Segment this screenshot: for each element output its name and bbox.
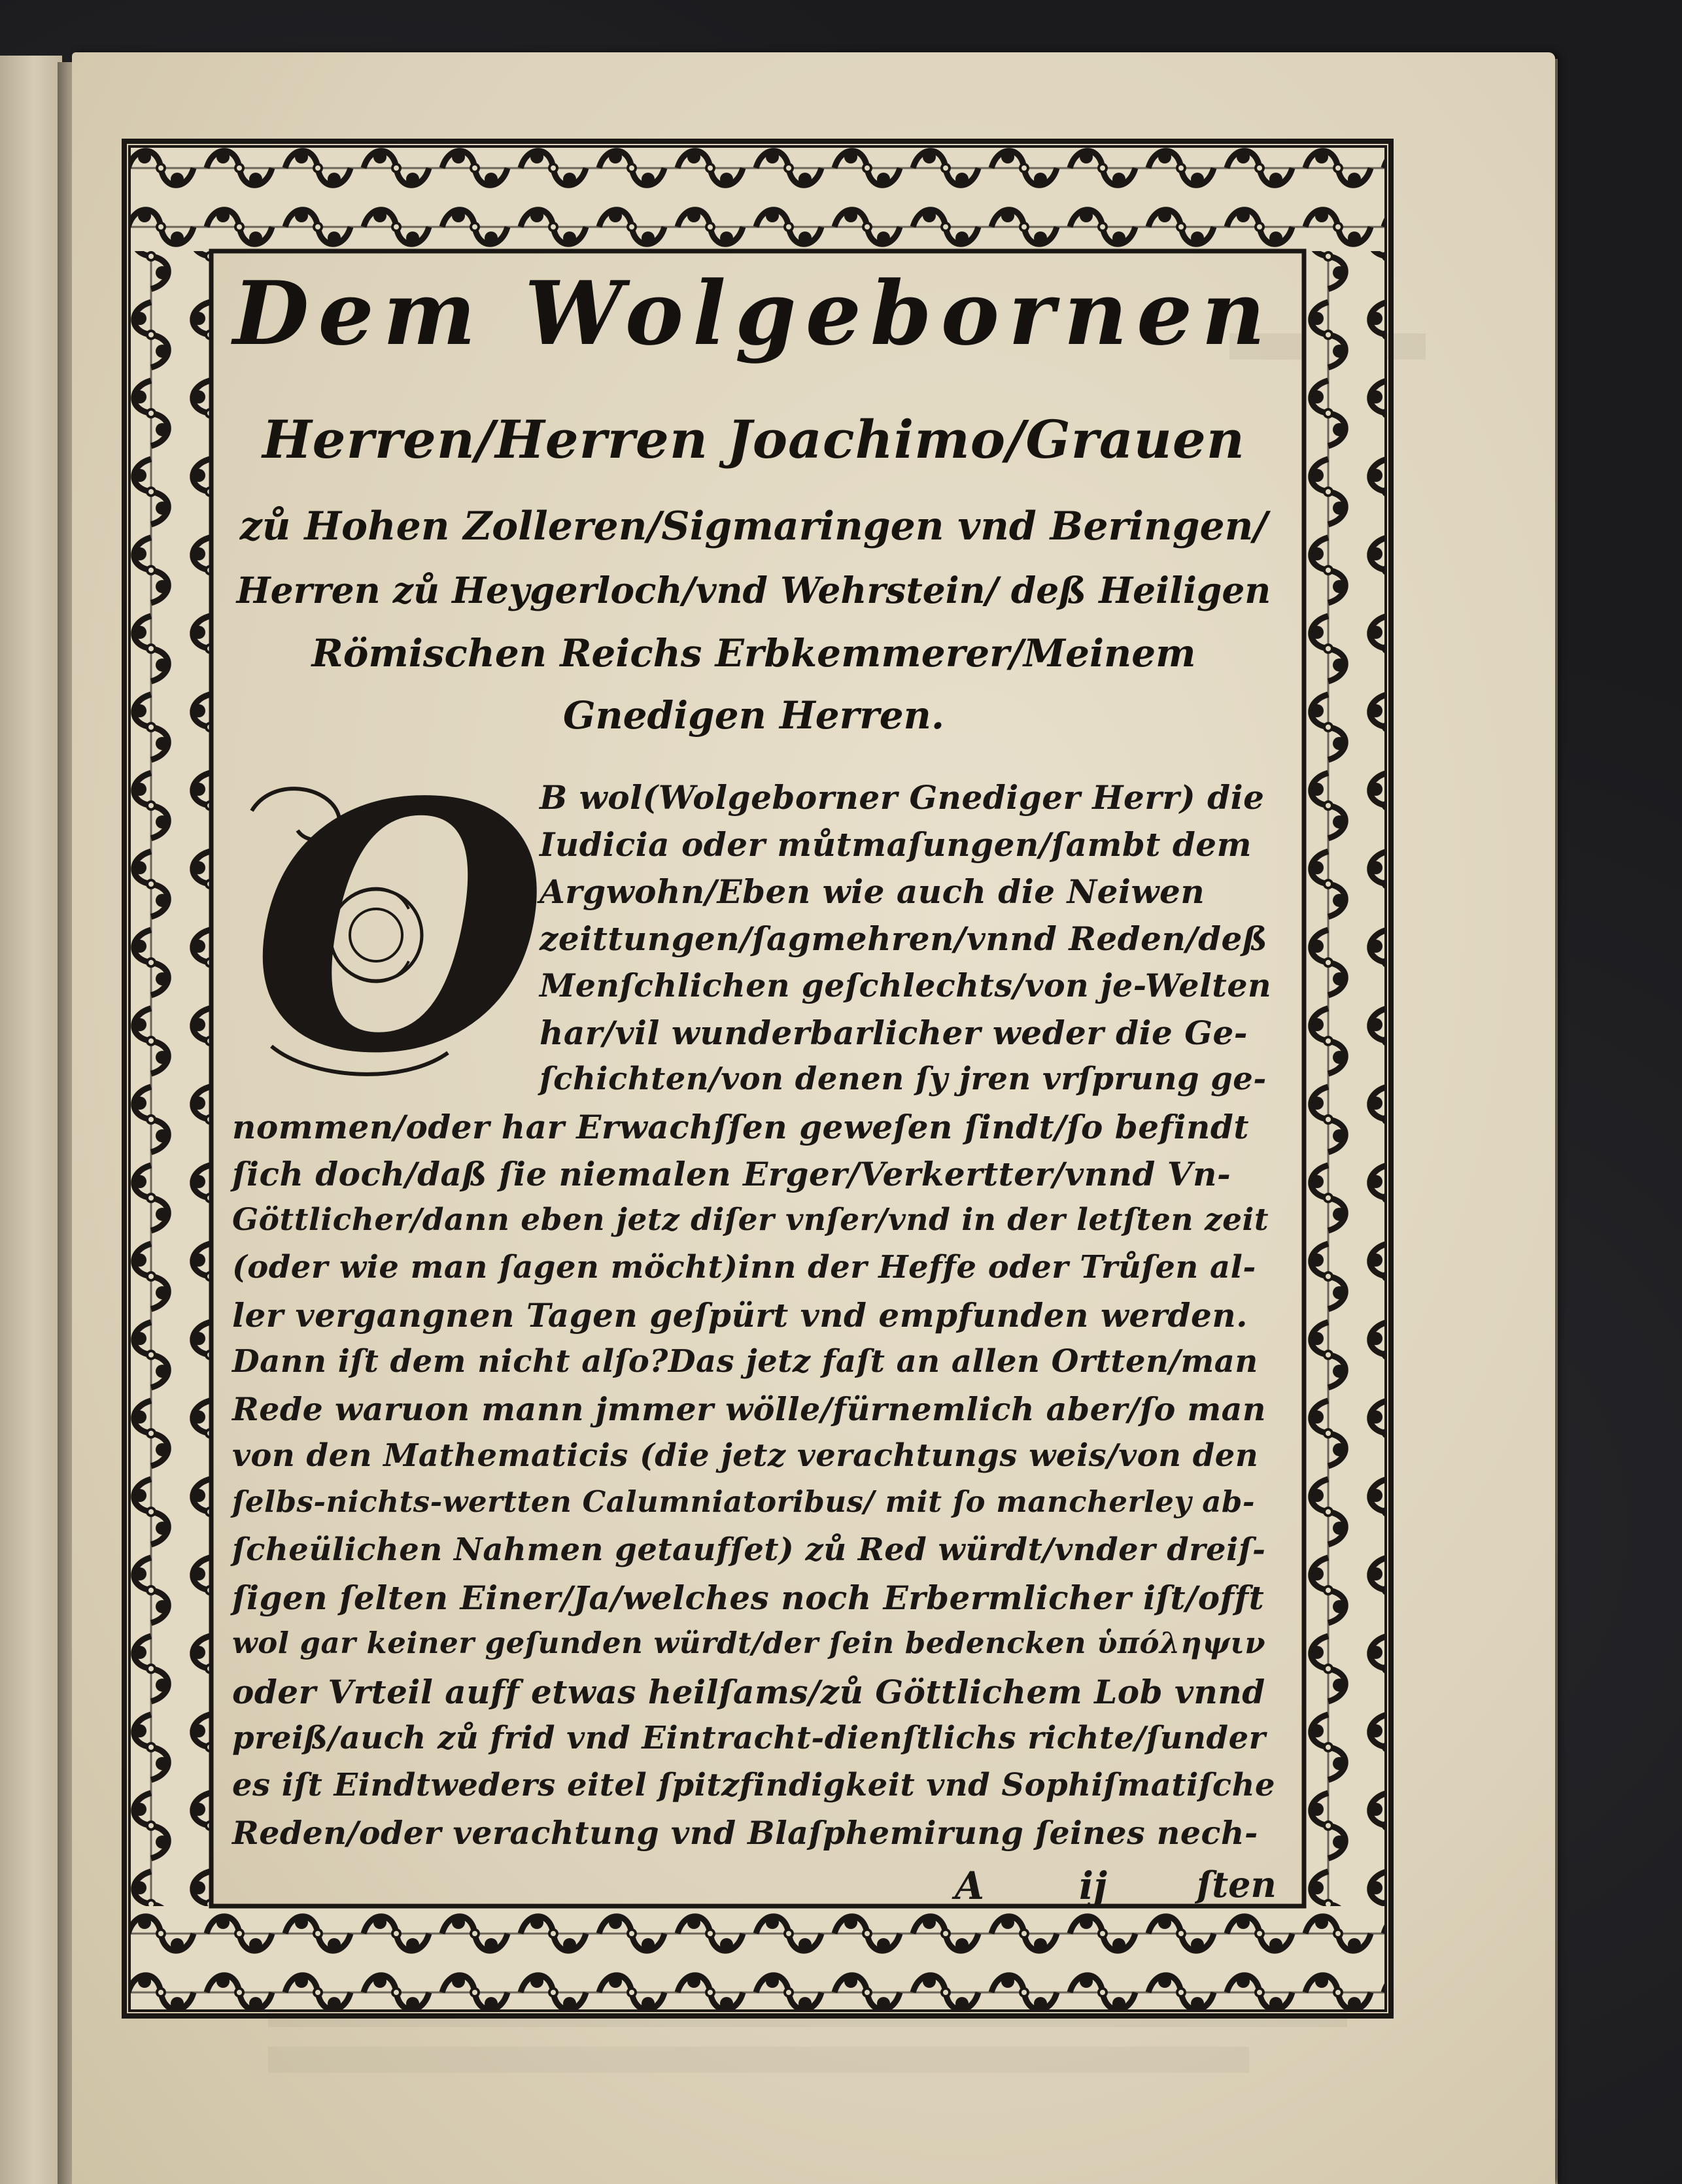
body-line: es iſt Eindtweders eitel ſpitzfindigkeit vnd Sophiſmatiſche <box>232 1767 1276 1803</box>
body-line: ſelbs-nichts-wertten Calumniatoribus/ mit ſo mancherley ab- <box>232 1484 1256 1519</box>
body-line: B wol(Wolgeborner Gnediger Herr) die <box>540 778 1265 817</box>
body-line: Reden/oder verachtung vnd Blaſphemirung ſeines nech- <box>232 1814 1258 1852</box>
body-line: Rede waruon mann jmmer wölle/fürnemlich aber/ſo man <box>232 1390 1267 1428</box>
decorated-initial <box>232 728 548 1128</box>
body-line: ler vergangnen Tagen geſpürt vnd empfunden werden. <box>232 1296 1248 1335</box>
heading-line: zů Hohen Zolleren/Sigmaringen vnd Beringen/ <box>239 503 1268 549</box>
body-line: Menſchlichen geſchlechts/von je-Welten <box>540 966 1272 1004</box>
body-line: preiß/auch zů frid vnd Eintracht-dienſtlichs richte/ſunder <box>232 1720 1266 1756</box>
signature-line <box>0 1942 1043 1988</box>
heading-line: Herren zů Heygerloch/vnd Wehrstein/ deß Heiligen <box>236 569 1271 611</box>
show-through-mark <box>268 2047 1249 2073</box>
body-line: ſich doch/daß ſie niemalen Erger/Verkertter/vnnd Vn- <box>232 1155 1231 1193</box>
body-line: Argwohn/Eben wie auch die Neiwen <box>540 872 1205 911</box>
body-line: nommen/oder har Erwachſſen geweſen ſindt/ſo befindt <box>232 1108 1249 1146</box>
signature-mark: A <box>955 1864 985 1908</box>
body-line: ſchichten/von denen ſy jren vrſprung ge- <box>540 1061 1267 1097</box>
catchword: ſten <box>1197 1864 1277 1905</box>
dedication-title: Dem Wolgebornen <box>233 262 1275 365</box>
body-line: wol gar keiner geſunden würdt/der ſein bedencken ὑπόληψιν <box>232 1626 1266 1660</box>
text-block <box>232 262 1275 1936</box>
drop-cap-letter: O <box>252 728 548 1128</box>
body-line: Dann iſt dem nicht alſo?Das jetz faſt an allen Ortten/man <box>232 1343 1258 1380</box>
body-line: (oder wie man ſagen möcht)inn der Heffe oder Trůſen al- <box>232 1249 1256 1286</box>
previous-page-edge <box>0 56 62 2184</box>
heading-line: Gnedigen Herren. <box>562 693 945 738</box>
body-line: ſcheülichen Nahmen getaufſet) zů Red würdt/vnder dreiſ- <box>232 1531 1266 1568</box>
body-line: Iudicia oder můtmaſungen/ſambt dem <box>540 825 1252 864</box>
body-line: har/vil wunderbarlicher weder die Ge- <box>540 1014 1248 1052</box>
heading-line: Römischen Reichs Erbkemmerer/Meinem <box>311 631 1196 675</box>
signature-number: ij <box>1079 1864 1108 1908</box>
heading-line: Herren/Herren Joachimo/Grauen <box>262 409 1245 470</box>
body-line: oder Vrteil auff etwas heilſams/zů Göttlichem Lob vnnd <box>232 1673 1265 1711</box>
body-line: ſigen ſelten Einer/Ja/welches noch Erbermlicher iſt/offt <box>232 1578 1265 1617</box>
body-line: zeittungen/ſagmehren/vnnd Reden/deß <box>540 919 1268 958</box>
body-line: Göttlicher/dann eben jetz diſer vnſer/vnd in der letſten zeit <box>232 1202 1269 1238</box>
body-line: von den Mathematicis (die jetz verachtungs weis/von den <box>232 1437 1259 1474</box>
